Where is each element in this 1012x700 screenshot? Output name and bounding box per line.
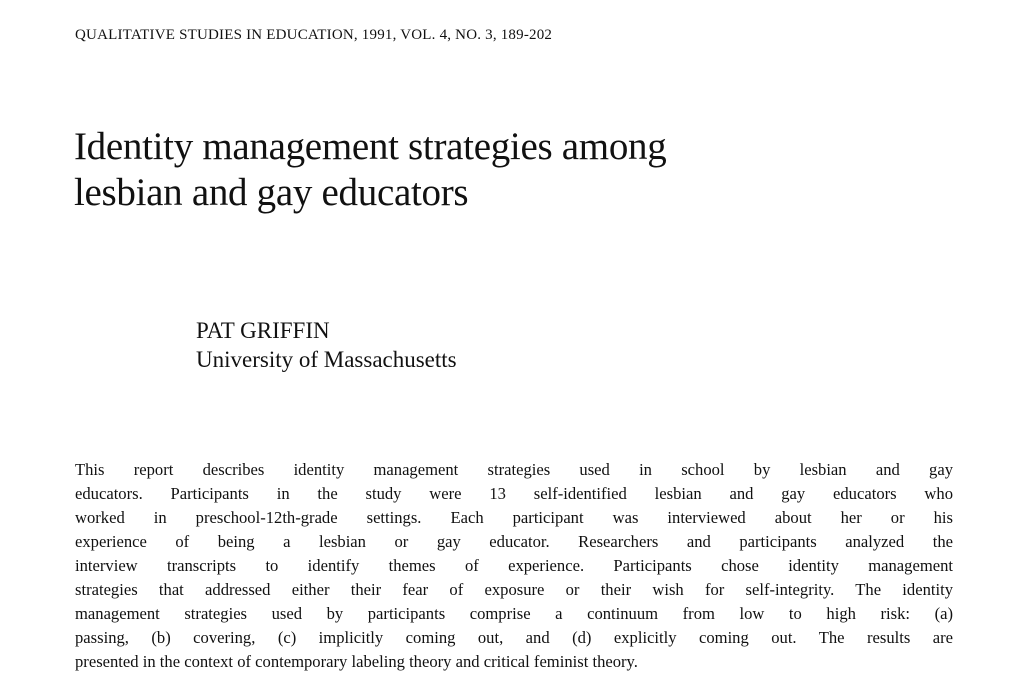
abstract-line: management strategies used by participants comprise a continuum from low to high risk: (a) xyxy=(75,604,953,623)
abstract-line: experience of being a lesbian or gay educator. Researchers and participants analyzed the xyxy=(75,532,953,551)
paper-title xyxy=(74,124,934,216)
paper-title-line: Identity management strategies among xyxy=(74,125,667,168)
abstract-line: This report describes identity management strategies used in school by lesbian and gay xyxy=(75,460,953,479)
author-block xyxy=(196,316,457,374)
abstract-line: educators. Participants in the study were 13 self-identified lesbian and gay educators who xyxy=(75,484,953,503)
author-affiliation: University of Massachusetts xyxy=(196,347,457,372)
abstract-line: presented in the context of contemporary labeling theory and critical feminist theory. xyxy=(75,652,638,671)
abstract xyxy=(75,458,953,674)
abstract-line: interview transcripts to identify themes of experience. Participants chose identity management xyxy=(75,556,953,575)
paper-title-line: lesbian and gay educators xyxy=(74,171,469,214)
abstract-line: worked in preschool-12th-grade settings. Each participant was interviewed about her or his xyxy=(75,508,953,527)
abstract-line: strategies that addressed either their fear of exposure or their wish for self-integrity. The identity xyxy=(75,580,953,599)
author-name: PAT GRIFFIN xyxy=(196,318,330,343)
journal-header: QUALITATIVE STUDIES IN EDUCATION, 1991, VOL. 4, NO. 3, 189-202 xyxy=(75,27,553,43)
abstract-line: passing, (b) covering, (c) implicitly coming out, and (d) explicitly coming out. The results are xyxy=(75,628,953,647)
